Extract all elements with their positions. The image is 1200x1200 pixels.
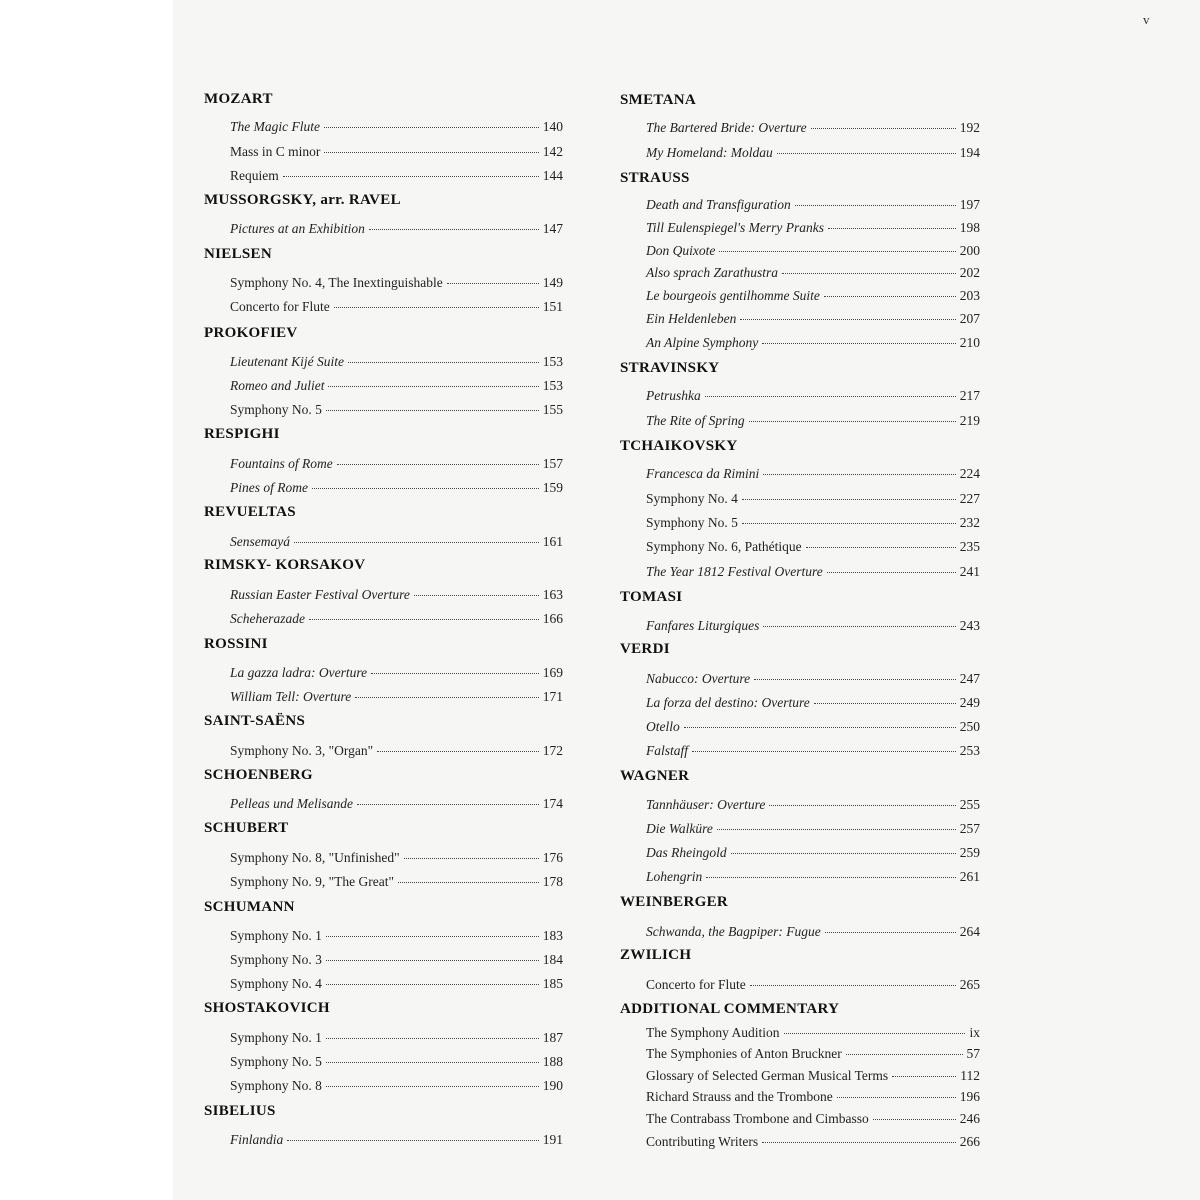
dot-leader bbox=[326, 1086, 539, 1087]
toc-item[interactable] bbox=[646, 539, 980, 557]
composer-heading: SCHUBERT bbox=[204, 820, 289, 836]
toc-item[interactable] bbox=[646, 145, 980, 163]
toc-item[interactable] bbox=[230, 976, 563, 994]
dot-leader bbox=[717, 829, 956, 830]
dot-leader bbox=[371, 673, 539, 674]
toc-item[interactable] bbox=[230, 378, 563, 396]
dot-leader bbox=[806, 547, 956, 548]
toc-item[interactable] bbox=[646, 243, 980, 261]
toc-item[interactable] bbox=[230, 456, 563, 474]
work-title: Fountains of Rome bbox=[230, 456, 333, 471]
page-ref: ix bbox=[969, 1025, 980, 1040]
dot-leader bbox=[404, 858, 539, 859]
dot-leader bbox=[828, 228, 956, 229]
dot-leader bbox=[312, 488, 539, 489]
dot-leader bbox=[763, 626, 955, 627]
page-ref: 169 bbox=[542, 665, 563, 680]
page-ref: 153 bbox=[542, 378, 563, 393]
work-title: Contributing Writers bbox=[646, 1134, 759, 1149]
dot-leader bbox=[692, 751, 956, 752]
work-title: Lieutenant Kijé Suite bbox=[230, 354, 344, 369]
page-ref: 203 bbox=[959, 288, 980, 303]
toc-item[interactable] bbox=[646, 1134, 980, 1152]
toc-item[interactable] bbox=[230, 275, 563, 293]
page-ref: 157 bbox=[542, 456, 563, 471]
work-title: Pelleas und Melisande bbox=[230, 796, 353, 811]
page-ref: 264 bbox=[959, 924, 980, 939]
work-title: Petrushka bbox=[646, 388, 701, 403]
composer-heading: STRAVINSKY bbox=[620, 360, 720, 376]
dot-leader bbox=[824, 296, 956, 297]
page-ref: 265 bbox=[959, 977, 980, 992]
work-title: Romeo and Juliet bbox=[230, 378, 325, 393]
work-title: Till Eulenspiegel's Merry Pranks bbox=[646, 220, 824, 235]
toc-item[interactable] bbox=[646, 564, 980, 582]
toc-item[interactable] bbox=[646, 869, 980, 887]
page-ref: 246 bbox=[959, 1111, 980, 1126]
dot-leader bbox=[827, 572, 956, 573]
composer-heading: MUSSORGSKY, arr. RAVEL bbox=[204, 192, 401, 208]
toc-item[interactable] bbox=[646, 1025, 980, 1043]
dot-leader bbox=[324, 127, 539, 128]
work-title: Symphony No. 3 bbox=[230, 952, 322, 967]
dot-leader bbox=[326, 410, 539, 411]
page-ref: 163 bbox=[542, 587, 563, 602]
dot-leader bbox=[348, 362, 539, 363]
work-title: The Magic Flute bbox=[230, 119, 320, 134]
work-title: Das Rheingold bbox=[646, 845, 727, 860]
book-page bbox=[173, 0, 1200, 1200]
work-title: Symphony No. 1 bbox=[230, 1030, 322, 1045]
toc-item[interactable] bbox=[230, 168, 563, 186]
composer-heading: REVUELTAS bbox=[204, 504, 296, 520]
page-ref: 194 bbox=[959, 145, 980, 160]
dot-leader bbox=[447, 283, 539, 284]
toc-item[interactable] bbox=[646, 515, 980, 533]
toc-item[interactable] bbox=[646, 120, 980, 138]
dot-leader bbox=[740, 319, 955, 320]
work-title: Concerto for Flute bbox=[230, 299, 330, 314]
dot-leader bbox=[706, 877, 955, 878]
dot-leader bbox=[326, 960, 539, 961]
page-ref: 161 bbox=[542, 534, 563, 549]
composer-heading: STRAUSS bbox=[620, 170, 690, 186]
composer-heading: SAINT-SAËNS bbox=[204, 713, 306, 729]
toc-item[interactable] bbox=[646, 220, 980, 238]
dot-leader bbox=[769, 805, 955, 806]
work-title: Requiem bbox=[230, 168, 279, 183]
dot-leader bbox=[684, 727, 956, 728]
toc-item[interactable] bbox=[646, 618, 980, 636]
page-ref: 112 bbox=[960, 1068, 980, 1083]
toc-item[interactable] bbox=[230, 1132, 563, 1150]
page-ref: 178 bbox=[542, 874, 563, 889]
work-title: Le bourgeois gentilhomme Suite bbox=[646, 288, 820, 303]
dot-leader bbox=[814, 703, 956, 704]
page-ref: 142 bbox=[542, 144, 563, 159]
page-ref: 243 bbox=[959, 618, 980, 633]
page-ref: 57 bbox=[966, 1046, 980, 1061]
work-title: Sensemayá bbox=[230, 534, 290, 549]
work-title: Symphony No. 5 bbox=[646, 515, 738, 530]
composer-heading: WAGNER bbox=[620, 768, 690, 784]
composer-heading: PROKOFIEV bbox=[204, 325, 298, 341]
dot-leader bbox=[742, 499, 956, 500]
work-title: Fanfares Liturgiques bbox=[646, 618, 760, 633]
work-title: La forza del destino: Overture bbox=[646, 695, 810, 710]
work-title: The Contrabass Trombone and Cimbasso bbox=[646, 1111, 869, 1126]
dot-leader bbox=[762, 1142, 956, 1143]
composer-heading: RIMSKY- KORSAKOV bbox=[204, 557, 366, 573]
work-title: The Symphonies of Anton Bruckner bbox=[646, 1046, 842, 1061]
work-title: The Symphony Audition bbox=[646, 1025, 780, 1040]
toc-item[interactable] bbox=[230, 952, 563, 970]
page-ref: 171 bbox=[542, 689, 563, 704]
dot-leader bbox=[355, 697, 539, 698]
toc-item[interactable] bbox=[230, 221, 563, 239]
toc-item[interactable] bbox=[230, 743, 563, 761]
toc-item[interactable] bbox=[230, 796, 563, 814]
dot-leader bbox=[377, 751, 539, 752]
work-title: Don Quixote bbox=[646, 243, 716, 258]
dot-leader bbox=[795, 205, 956, 206]
dot-leader bbox=[326, 984, 539, 985]
toc-item[interactable] bbox=[646, 335, 980, 353]
toc-item[interactable] bbox=[646, 719, 980, 737]
work-title: Symphony No. 8, "Unfinished" bbox=[230, 850, 400, 865]
toc-item[interactable] bbox=[646, 466, 980, 484]
page-ref: 250 bbox=[959, 719, 980, 734]
dot-leader bbox=[742, 523, 956, 524]
toc-item[interactable] bbox=[646, 265, 980, 283]
work-title: The Rite of Spring bbox=[646, 413, 745, 428]
page-ref: 144 bbox=[542, 168, 563, 183]
composer-heading: SCHOENBERG bbox=[204, 767, 313, 783]
dot-leader bbox=[287, 1140, 539, 1141]
work-title: Francesca da Rimini bbox=[646, 466, 760, 481]
toc-item[interactable] bbox=[230, 480, 563, 498]
composer-heading: ZWILICH bbox=[620, 947, 692, 963]
page-ref: 155 bbox=[542, 402, 563, 417]
dot-leader bbox=[892, 1076, 956, 1077]
page-ref: 232 bbox=[959, 515, 980, 530]
work-title: Pictures at an Exhibition bbox=[230, 221, 365, 236]
dot-leader bbox=[750, 985, 956, 986]
work-title: Schwanda, the Bagpiper: Fugue bbox=[646, 924, 821, 939]
dot-leader bbox=[754, 679, 956, 680]
dot-leader bbox=[357, 804, 539, 805]
dot-leader bbox=[398, 882, 539, 883]
dot-leader bbox=[283, 176, 539, 177]
work-title: Lohengrin bbox=[646, 869, 703, 884]
dot-leader bbox=[334, 307, 539, 308]
toc-item[interactable] bbox=[230, 144, 563, 162]
page-ref: 207 bbox=[959, 311, 980, 326]
toc-item[interactable] bbox=[646, 1068, 980, 1086]
toc-item[interactable] bbox=[646, 924, 980, 942]
page-ref: 151 bbox=[542, 299, 563, 314]
work-title: Symphony No. 5 bbox=[230, 402, 322, 417]
composer-heading: SHOSTAKOVICH bbox=[204, 1000, 330, 1016]
work-title: Symphony No. 8 bbox=[230, 1078, 322, 1093]
work-title: Symphony No. 9, "The Great" bbox=[230, 874, 394, 889]
composer-heading: RESPIGHI bbox=[204, 426, 280, 442]
dot-leader bbox=[873, 1119, 956, 1120]
toc-item[interactable] bbox=[646, 1089, 980, 1107]
work-title: Symphony No. 6, Pathétique bbox=[646, 539, 802, 554]
page-ref: 187 bbox=[542, 1030, 563, 1045]
work-title: Nabucco: Overture bbox=[646, 671, 751, 686]
toc-item[interactable] bbox=[230, 534, 563, 552]
page-ref: 149 bbox=[542, 275, 563, 290]
work-title: William Tell: Overture bbox=[230, 689, 352, 704]
dot-leader bbox=[763, 474, 956, 475]
toc-item[interactable] bbox=[230, 1054, 563, 1072]
work-title: Pines of Rome bbox=[230, 480, 308, 495]
work-title: Symphony No. 1 bbox=[230, 928, 322, 943]
toc-item[interactable] bbox=[646, 821, 980, 839]
work-title: Symphony No. 5 bbox=[230, 1054, 322, 1069]
toc-item[interactable] bbox=[230, 402, 563, 420]
toc-item[interactable] bbox=[646, 845, 980, 863]
work-title: Otello bbox=[646, 719, 680, 734]
page-ref: 188 bbox=[542, 1054, 563, 1069]
dot-leader bbox=[309, 619, 539, 620]
work-title: Falstaff bbox=[646, 743, 689, 758]
work-title: Symphony No. 4 bbox=[646, 491, 738, 506]
work-title: Russian Easter Festival Overture bbox=[230, 587, 410, 602]
toc-item[interactable] bbox=[230, 874, 563, 892]
dot-leader bbox=[777, 153, 956, 154]
work-title: The Bartered Bride: Overture bbox=[646, 120, 807, 135]
page-ref: 174 bbox=[542, 796, 563, 811]
toc-item[interactable] bbox=[230, 1030, 563, 1048]
page-ref: 166 bbox=[542, 611, 563, 626]
toc-item[interactable] bbox=[230, 928, 563, 946]
page-ref: 247 bbox=[959, 671, 980, 686]
composer-heading: NIELSEN bbox=[204, 246, 272, 262]
page-ref: 210 bbox=[959, 335, 980, 350]
dot-leader bbox=[782, 273, 956, 274]
page-ref: 249 bbox=[959, 695, 980, 710]
page-ref: 217 bbox=[959, 388, 980, 403]
dot-leader bbox=[825, 932, 956, 933]
dot-leader bbox=[719, 251, 955, 252]
toc-item[interactable] bbox=[230, 689, 563, 707]
dot-leader bbox=[811, 128, 956, 129]
toc-item[interactable] bbox=[230, 1078, 563, 1096]
composer-heading: MOZART bbox=[204, 91, 273, 107]
work-title: Finlandia bbox=[230, 1132, 284, 1147]
composer-heading: ROSSINI bbox=[204, 636, 268, 652]
page-ref: 140 bbox=[542, 119, 563, 134]
page-ref: 219 bbox=[959, 413, 980, 428]
dot-leader bbox=[324, 152, 538, 153]
dot-leader bbox=[369, 229, 539, 230]
page-ref: 253 bbox=[959, 743, 980, 758]
page-ref: 224 bbox=[959, 466, 980, 481]
dot-leader bbox=[328, 386, 538, 387]
work-title: Symphony No. 4 bbox=[230, 976, 322, 991]
page-ref: 153 bbox=[542, 354, 563, 369]
page-ref: 176 bbox=[542, 850, 563, 865]
page-ref: 259 bbox=[959, 845, 980, 860]
toc-item[interactable] bbox=[646, 671, 980, 689]
work-title: My Homeland: Moldau bbox=[646, 145, 773, 160]
page-ref: 266 bbox=[959, 1134, 980, 1149]
composer-heading: SCHUMANN bbox=[204, 899, 295, 915]
toc-item[interactable] bbox=[646, 797, 980, 815]
toc-item[interactable] bbox=[230, 850, 563, 868]
composer-heading: ADDITIONAL COMMENTARY bbox=[620, 1001, 840, 1017]
page-ref: 241 bbox=[959, 564, 980, 579]
toc-item[interactable] bbox=[230, 119, 563, 137]
toc-item[interactable] bbox=[230, 665, 563, 683]
toc-item[interactable] bbox=[646, 413, 980, 431]
page-ref: 261 bbox=[959, 869, 980, 884]
dot-leader bbox=[705, 396, 956, 397]
dot-leader bbox=[749, 421, 956, 422]
work-title: La gazza ladra: Overture bbox=[230, 665, 368, 680]
page-ref: 190 bbox=[542, 1078, 563, 1093]
toc-item[interactable] bbox=[646, 311, 980, 329]
toc-item[interactable] bbox=[230, 587, 563, 605]
page-ref: 235 bbox=[959, 539, 980, 554]
work-title: Concerto for Flute bbox=[646, 977, 746, 992]
work-title: Death and Transfiguration bbox=[646, 197, 791, 212]
toc-item[interactable] bbox=[646, 743, 980, 761]
toc-item[interactable] bbox=[646, 1111, 980, 1129]
dot-leader bbox=[326, 1038, 539, 1039]
work-title: Symphony No. 3, "Organ" bbox=[230, 743, 374, 758]
page-ref: 198 bbox=[959, 220, 980, 235]
work-title: Richard Strauss and the Trombone bbox=[646, 1089, 833, 1104]
dot-leader bbox=[326, 1062, 539, 1063]
toc-item[interactable] bbox=[646, 977, 980, 995]
page-ref: 200 bbox=[959, 243, 980, 258]
page-ref: 172 bbox=[542, 743, 563, 758]
composer-heading: WEINBERGER bbox=[620, 894, 729, 910]
work-title: Also sprach Zarathustra bbox=[646, 265, 779, 280]
work-title: An Alpine Symphony bbox=[646, 335, 759, 350]
toc-item[interactable] bbox=[646, 1046, 980, 1064]
dot-leader bbox=[294, 542, 539, 543]
page-number: v bbox=[1143, 12, 1150, 27]
page-ref: 185 bbox=[542, 976, 563, 991]
page-ref: 183 bbox=[542, 928, 563, 943]
dot-leader bbox=[337, 464, 539, 465]
dot-leader bbox=[846, 1054, 963, 1055]
work-title: Ein Heldenleben bbox=[646, 311, 737, 326]
toc-item[interactable] bbox=[646, 288, 980, 306]
dot-leader bbox=[414, 595, 539, 596]
page-ref: 191 bbox=[542, 1132, 563, 1147]
toc-item[interactable] bbox=[646, 695, 980, 713]
composer-heading: SMETANA bbox=[620, 92, 696, 108]
toc-item[interactable] bbox=[646, 388, 980, 406]
dot-leader bbox=[762, 343, 956, 344]
work-title: The Year 1812 Festival Overture bbox=[646, 564, 823, 579]
composer-heading: SIBELIUS bbox=[204, 1103, 276, 1119]
work-title: Glossary of Selected German Musical Terms bbox=[646, 1068, 889, 1083]
page-ref: 255 bbox=[959, 797, 980, 812]
page-ref: 159 bbox=[542, 480, 563, 495]
page-ref: 192 bbox=[959, 120, 980, 135]
page-ref: 197 bbox=[959, 197, 980, 212]
work-title: Tannhäuser: Overture bbox=[646, 797, 766, 812]
page-ref: 257 bbox=[959, 821, 980, 836]
dot-leader bbox=[731, 853, 956, 854]
toc-item[interactable] bbox=[646, 491, 980, 509]
composer-heading: TOMASI bbox=[620, 589, 683, 605]
dot-leader bbox=[784, 1033, 966, 1034]
page-ref: 227 bbox=[959, 491, 980, 506]
page-ref: 147 bbox=[542, 221, 563, 236]
composer-heading: VERDI bbox=[620, 641, 670, 657]
toc-item[interactable] bbox=[230, 354, 563, 372]
toc-item[interactable] bbox=[230, 611, 563, 629]
work-title: Scheherazade bbox=[230, 611, 305, 626]
toc-item[interactable] bbox=[230, 299, 563, 317]
page-ref: 184 bbox=[542, 952, 563, 967]
work-title: Symphony No. 4, The Inextinguishable bbox=[230, 275, 443, 290]
composer-heading: TCHAIKOVSKY bbox=[620, 438, 738, 454]
dot-leader bbox=[837, 1097, 956, 1098]
page-ref: 202 bbox=[959, 265, 980, 280]
work-title: Die Walküre bbox=[646, 821, 713, 836]
page-ref: 196 bbox=[959, 1089, 980, 1104]
toc-item[interactable] bbox=[646, 197, 980, 215]
work-title: Mass in C minor bbox=[230, 144, 321, 159]
dot-leader bbox=[326, 936, 539, 937]
